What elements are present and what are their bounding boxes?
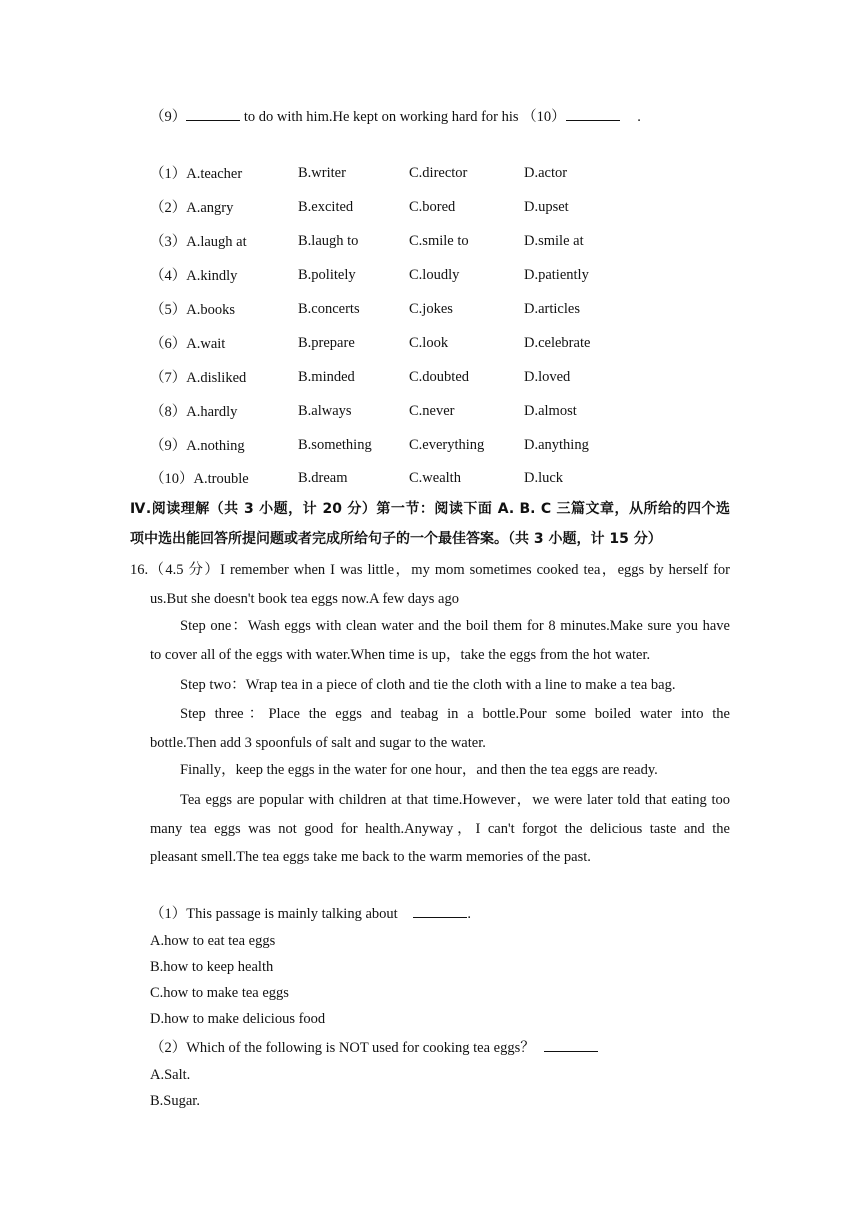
option-b: B.politely bbox=[298, 267, 356, 283]
option-d: D.upset bbox=[524, 199, 569, 215]
option-a: （5）A.books bbox=[150, 302, 235, 318]
q1-option-b: B.how to keep health bbox=[150, 959, 274, 975]
option-c: C.doubted bbox=[409, 369, 470, 385]
option-c: C.loudly bbox=[409, 267, 460, 283]
option-d: D.articles bbox=[524, 301, 580, 317]
q1-option-a: A.how to eat tea eggs bbox=[150, 933, 276, 949]
step-three-line1: Step three：Place the eggs and teabag in a bottle.Pour some boiled water into the bbox=[180, 706, 730, 722]
cloze-end: . bbox=[633, 109, 641, 125]
final-step: Finally，keep the eggs in the water for one hour，and then the tea eggs are ready. bbox=[180, 762, 658, 778]
section-heading-line2: 项中选出能回答所提问题或者完成所给句子的一个最佳答案。（共 3 小题，计 15 分） bbox=[130, 531, 662, 547]
option-d: D.smile at bbox=[524, 233, 584, 249]
passage-para-line2: many tea eggs was not good for health.Anyway，I can't forgot the delicious taste and the bbox=[150, 821, 730, 837]
option-b: B.prepare bbox=[298, 335, 355, 351]
option-d: D.loved bbox=[524, 369, 571, 385]
cloze-text: to do with him.He kept on working hard for his （10） bbox=[240, 109, 566, 125]
passage-para-line3: pleasant smell.The tea eggs take me back to the warm memories of the past. bbox=[150, 849, 591, 865]
option-d: D.anything bbox=[524, 437, 589, 453]
option-c: C.wealth bbox=[409, 470, 461, 486]
option-b: B.always bbox=[298, 403, 352, 419]
option-a: （4）A.kindly bbox=[150, 268, 238, 284]
answer-blank[interactable] bbox=[186, 106, 240, 121]
option-b: B.something bbox=[298, 437, 372, 453]
cloze-blank-9-label: （9） bbox=[150, 109, 187, 125]
option-a: （1）A.teacher bbox=[150, 166, 243, 182]
option-b: B.laugh to bbox=[298, 233, 359, 249]
question-1-text: （1）This passage is mainly talking about bbox=[150, 906, 402, 922]
question-2 bbox=[150, 1037, 598, 1057]
question-2-text: （2）Which of the following is NOT used for cooking tea eggs？ bbox=[150, 1040, 539, 1056]
passage-intro-line2: us.But she doesn't book tea eggs now.A few days ago bbox=[150, 591, 459, 607]
option-c: C.director bbox=[409, 165, 468, 181]
option-a: （8）A.hardly bbox=[150, 404, 238, 420]
q2-option-a: A.Salt. bbox=[150, 1067, 191, 1083]
option-b: B.excited bbox=[298, 199, 354, 215]
option-d: D.patiently bbox=[524, 267, 589, 283]
cloze-tail-line bbox=[150, 106, 641, 126]
option-a: （3）A.laugh at bbox=[150, 234, 247, 250]
passage-para-line1: Tea eggs are popular with children at that time.However，we were later told that eating too bbox=[180, 792, 730, 808]
option-c: C.everything bbox=[409, 437, 485, 453]
answer-blank[interactable] bbox=[544, 1037, 598, 1052]
option-b: B.writer bbox=[298, 165, 346, 181]
option-b: B.dream bbox=[298, 470, 348, 486]
option-d: D.actor bbox=[524, 165, 568, 181]
answer-blank[interactable] bbox=[566, 106, 620, 121]
q1-option-d: D.how to make delicious food bbox=[150, 1011, 326, 1027]
q1-option-c: C.how to make tea eggs bbox=[150, 985, 289, 1001]
question-1-period: . bbox=[467, 906, 471, 922]
option-c: C.bored bbox=[409, 199, 456, 215]
option-a: （2）A.angry bbox=[150, 200, 234, 216]
question-1 bbox=[150, 903, 471, 923]
section-heading-line1: Ⅳ.阅读理解（共 3 小题，计 20 分）第一节：阅读下面 A. B. C 三篇文章，从所给的四个选 bbox=[130, 501, 730, 517]
option-b: B.concerts bbox=[298, 301, 360, 317]
step-two: Step two：Wrap tea in a piece of cloth and tie the cloth with a line to make a tea bag. bbox=[180, 677, 676, 693]
option-c: C.jokes bbox=[409, 301, 453, 317]
option-a: （10）A.trouble bbox=[150, 471, 249, 487]
option-d: D.luck bbox=[524, 470, 564, 486]
step-three-line2: bottle.Then add 3 spoonfuls of salt and sugar to the water. bbox=[150, 735, 486, 751]
option-d: D.almost bbox=[524, 403, 577, 419]
option-a: （7）A.disliked bbox=[150, 370, 247, 386]
q2-option-b: B.Sugar. bbox=[150, 1093, 200, 1109]
option-c: C.look bbox=[409, 335, 449, 351]
option-b: B.minded bbox=[298, 369, 355, 385]
passage-intro-line1: 16.（4.5 分）I remember when I was little，my mom sometimes cooked tea，eggs by herself for bbox=[130, 562, 730, 578]
option-a: （6）A.wait bbox=[150, 336, 226, 352]
option-c: C.never bbox=[409, 403, 455, 419]
option-c: C.smile to bbox=[409, 233, 469, 249]
step-one-line2: to cover all of the eggs with water.When time is up，take the eggs from the hot water. bbox=[150, 647, 651, 663]
option-a: （9）A.nothing bbox=[150, 438, 245, 454]
step-one-line1: Step one：Wash eggs with clean water and the boil them for 8 minutes.Make sure you have bbox=[180, 618, 730, 634]
answer-blank[interactable] bbox=[413, 903, 467, 918]
option-d: D.celebrate bbox=[524, 335, 591, 351]
